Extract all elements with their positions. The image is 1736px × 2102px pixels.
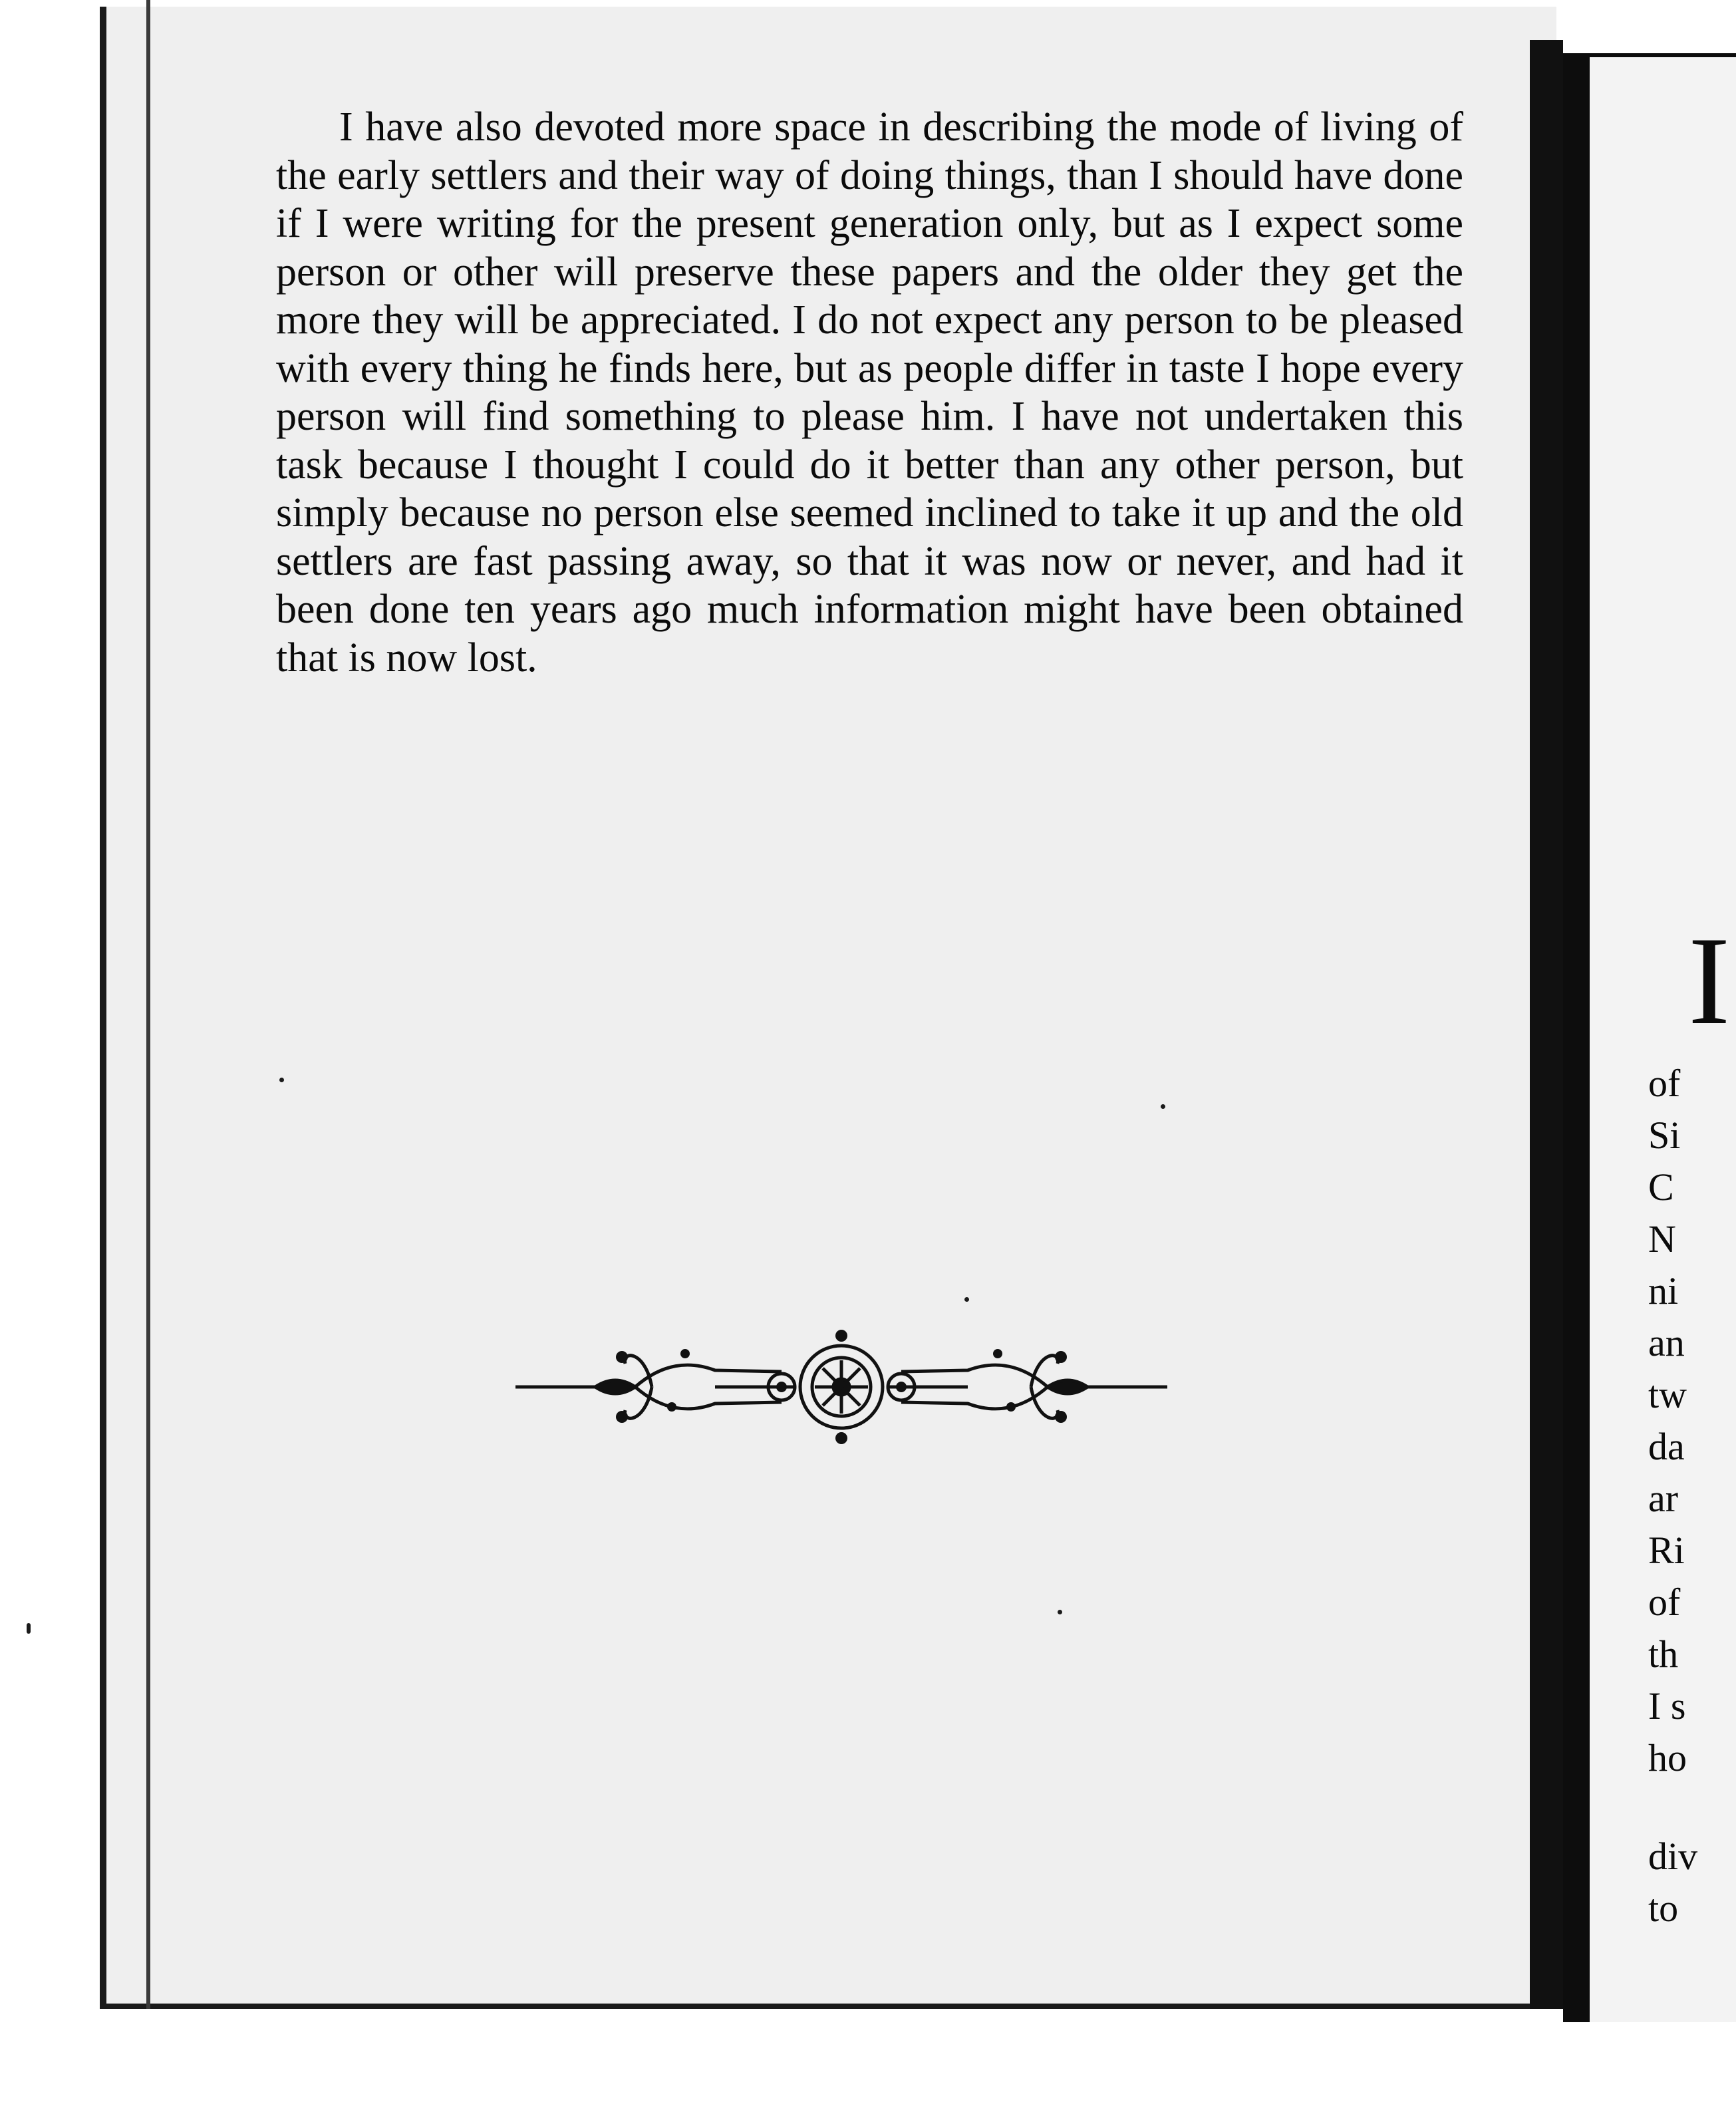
line-fragment: da xyxy=(1648,1425,1685,1468)
line-fragment: an xyxy=(1648,1321,1685,1364)
scan-speck xyxy=(1161,1104,1165,1109)
line-fragment: C xyxy=(1648,1165,1674,1209)
line-fragment: N xyxy=(1648,1217,1676,1261)
line-fragment: th xyxy=(1648,1632,1679,1676)
line-fragment: ar xyxy=(1648,1477,1679,1520)
body-paragraph: I have also devoted more space in describing the mode of living of the early settlers and their way of doing things, than I should have done if I were writing for the present generation only, but as I expect some person or other will preserve these papers and the older they get the more they will be appreciated. I do not expect any person to be pleased with every thing he finds here, but as people differ in taste I hope every person will find something to please him. I have not undertaken this task because I thought I could do it better than any other person, but simply because no person else seemed inclined to take it up and the old settlers are fast passing away, so that it was now or never, and had it been done ten years ago much information might have been obtained that is now lost. xyxy=(276,104,1463,680)
line-fragment: div xyxy=(1648,1835,1698,1878)
drop-cap: I xyxy=(1688,911,1731,1051)
line-fragment: of xyxy=(1648,1580,1681,1624)
line-fragment: of xyxy=(1648,1062,1681,1105)
line-fragment: Si xyxy=(1648,1114,1681,1157)
scan-speck xyxy=(27,1623,31,1634)
line-fragment: ho xyxy=(1648,1736,1687,1779)
scan-speck xyxy=(964,1297,969,1302)
scan-speck xyxy=(279,1078,284,1082)
line-fragment: ni xyxy=(1648,1269,1679,1312)
line-fragment: I s xyxy=(1648,1684,1686,1727)
line-fragment: Ri xyxy=(1648,1529,1685,1572)
binding-edge xyxy=(146,0,150,2009)
line-fragment: tw xyxy=(1648,1373,1687,1416)
right-page-text-fragments xyxy=(1648,911,1731,1934)
decorative-ornament xyxy=(515,1324,1167,1450)
gutter-shadow xyxy=(1530,40,1563,2009)
scan-speck xyxy=(1058,1610,1062,1614)
line-fragment: to xyxy=(1648,1886,1679,1930)
